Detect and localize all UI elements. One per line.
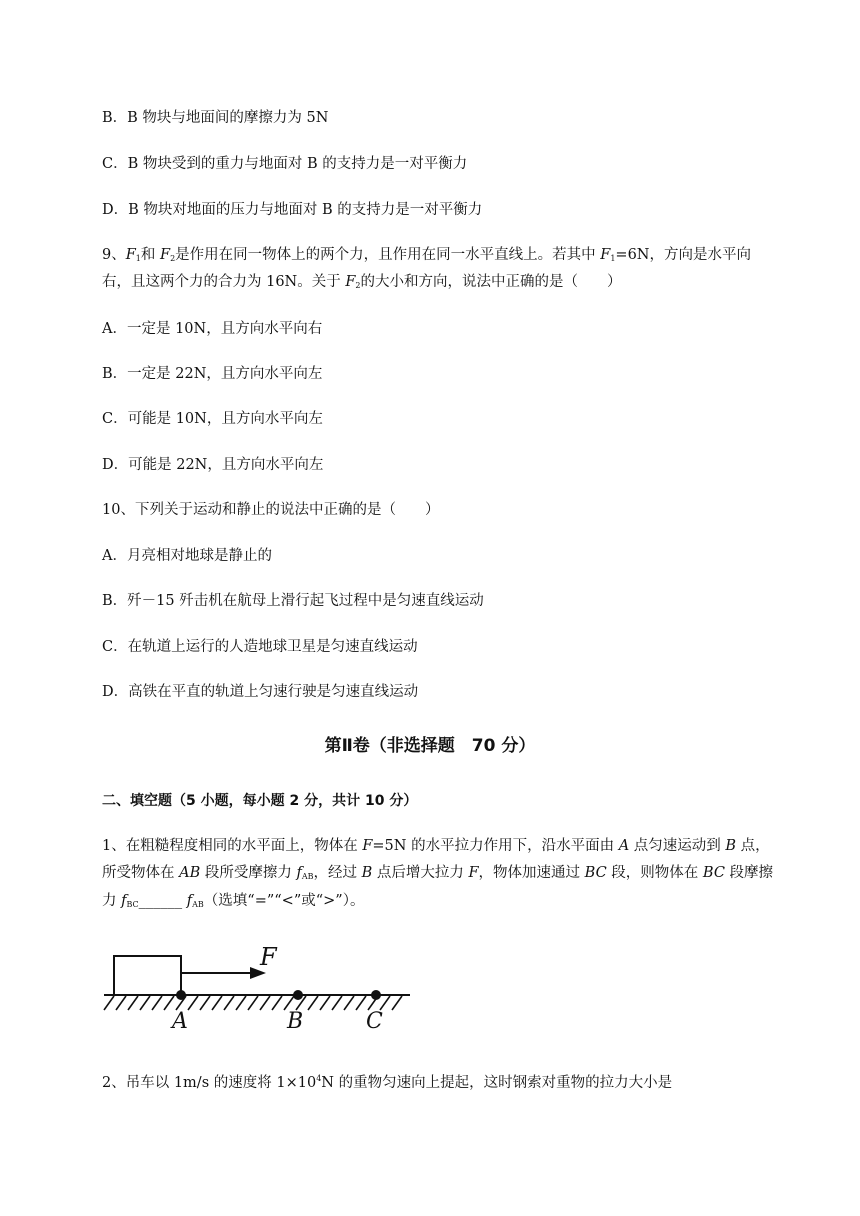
section-2-title: 第Ⅱ卷（非选择题 70 分） xyxy=(324,736,536,756)
fq1-line-3: 力 $f_{BC}\_\_\_\_\_\_$ $f_{AB}$（选填“=”“<”或“>”）。 xyxy=(102,893,365,909)
q10-option-a: A．月亮相对地球是静止的 xyxy=(102,548,272,564)
q10-option-b: B．歼－15 歼击机在航母上滑行起飞过程中是匀速直线运动 xyxy=(102,593,484,609)
point-a-dot xyxy=(176,990,186,1000)
q9-option-c: C．可能是 10N，且方向水平向左 xyxy=(102,411,323,427)
point-a-label: A xyxy=(172,1009,188,1034)
fq1-line-2: 所受物体在 AB 段所受摩擦力 $f_{AB}$，经过 B 点后增大拉力 F，物体加速通过 BC 段，则物体在 BC 段摩擦 xyxy=(102,865,774,881)
force-diagram xyxy=(100,940,420,1040)
q9-stem-line-2: 右，且这两个力的合力为 16N。关于 $F_2$的大小和方向，说法中正确的是（ ） xyxy=(102,274,622,290)
q8-option-d: D．B 物块对地面的压力与地面对 B 的支持力是一对平衡力 xyxy=(102,202,483,218)
force-label: F xyxy=(260,943,277,971)
fq2-line-1: 2、吊车以 1m/s 的速度将 $1\times 10^4N$ 的重物匀速向上提起，这时钢索对重物的拉力大小是 xyxy=(102,1074,673,1091)
point-c-dot xyxy=(371,990,381,1000)
q9-option-d: D．可能是 22N，且方向水平向左 xyxy=(102,457,324,473)
ground-hatching xyxy=(104,996,402,1010)
q9-stem-line-1: 9、$F_1$和 $F_2$是作用在同一物体上的两个力，且作用在同一水平直线上。若其中 $F_1=6N$，方向是水平向 xyxy=(102,247,751,263)
q9-option-b: B．一定是 22N，且方向水平向左 xyxy=(102,366,323,382)
point-b-label: B xyxy=(287,1009,304,1034)
fill-blank-header: 二、填空题（5 小题，每小题 2 分，共计 10 分） xyxy=(102,793,418,809)
q8-option-b: B．B 物块与地面间的摩擦力为 5N xyxy=(102,110,329,126)
q10-option-c: C．在轨道上运行的人造地球卫星是匀速直线运动 xyxy=(102,639,418,655)
block xyxy=(114,956,181,995)
q10-stem: 10、下列关于运动和静止的说法中正确的是（ ） xyxy=(102,502,440,518)
answer-blank: ______ xyxy=(138,893,183,909)
point-c-label: C xyxy=(366,1009,383,1034)
q10-option-d: D．高铁在平直的轨道上匀速行驶是匀速直线运动 xyxy=(102,684,419,700)
q8-option-c: C．B 物块受到的重力与地面对 B 的支持力是一对平衡力 xyxy=(102,156,468,172)
point-b-dot xyxy=(293,990,303,1000)
q9-option-a: A．一定是 10N，且方向水平向右 xyxy=(102,321,323,337)
fq1-line-1: 1、在粗糙程度相同的水平面上，物体在 F=5N 的水平拉力作用下，沿水平面由 A 点匀速运动到 B 点， xyxy=(102,838,770,854)
